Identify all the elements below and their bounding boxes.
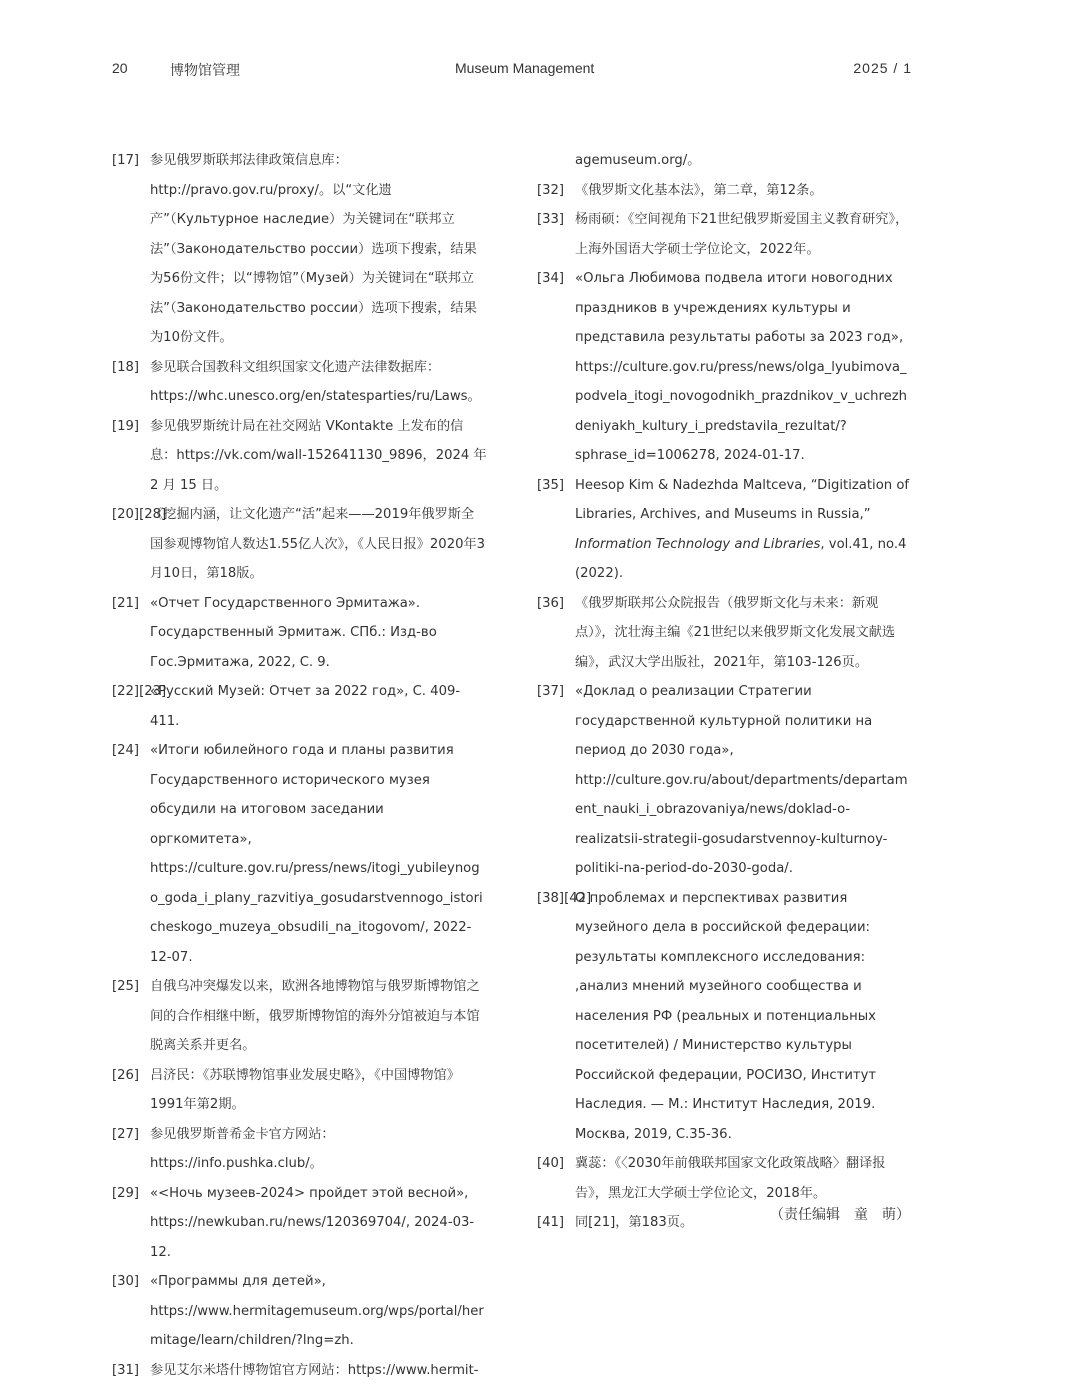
reference-number: [27]: [112, 1120, 139, 1150]
reference-text: «Итоги юбилейного года и планы развития Государственного исторического музея обсудили на итоговом заседании оргкомитета», https://culture.gov.ru/press/news/itogi_yubileynogo_goda_i_plany_razvitiya_gosudarstvennogo_istoricheskogo_muzeya_obsudili_na_itogovom/, 2022-12-07.: [150, 743, 483, 965]
reference-text: 自俄乌冲突爆发以来，欧洲各地博物馆与俄罗斯博物馆之间的合作相继中断，俄罗斯博物馆的海外分馆被迫与本馆脱离关系并更名。: [150, 979, 480, 1053]
reference-number: [36]: [537, 589, 564, 619]
reference-number: [41]: [537, 1208, 564, 1238]
reference-number: [38][42]: [537, 884, 591, 914]
reference-item: [112, 1179, 487, 1268]
references-left-column: [112, 146, 487, 1385]
reference-item: [112, 146, 487, 353]
reference-text: «Доклад о реализации Стратегии государственной культурной политики на период до 2030 года», http://culture.gov.ru/about/departments/departament_nauki_i_obrazovaniya/news/doklad-o-realizatsii-strategii-gosudarstvennoy-kulturnoy-politiki-na-period-do-2030-goda/.: [575, 684, 908, 876]
reference-text: , vol.41, no.4 (2022).: [575, 537, 906, 582]
reference-text: «Отчет Государственного Эрмитажа». Государственный Эрмитаж. СПб.: Изд-во Гос.Эрмитажа, 2022, С. 9.: [150, 596, 437, 670]
reference-item: [112, 412, 487, 501]
reference-text: Heesop Kim & Nadezhda Maltceva, “Digitization of Libraries, Archives, and Museums in Russia,”: [575, 478, 909, 523]
page-number: 20: [112, 60, 128, 76]
reference-item: [537, 471, 912, 589]
journal-title-en: Museum Management: [455, 60, 594, 76]
reference-number: [22][23]: [112, 677, 166, 707]
reference-number: [29]: [112, 1179, 139, 1209]
reference-number: [37]: [537, 677, 564, 707]
reference-number: [17]: [112, 146, 139, 176]
reference-number: [18]: [112, 353, 139, 383]
reference-number: [33]: [537, 205, 564, 235]
reference-text: О проблемах и перспективах развития музейного дела в российской федерации: результаты комплексного исследования: ,анализ мнений музейного сообщества и населения РФ (реальных и потенциальных посетителей) / Министерство культуры Российской федерации, РОСИЗО, Институт Наследия. — М.: Институт Наследия, 2019. Москва, 2019, С.35-36.: [575, 891, 876, 1142]
reference-number: [21]: [112, 589, 139, 619]
reference-number: [34]: [537, 264, 564, 294]
reference-item: [112, 972, 487, 1061]
reference-item: [112, 1267, 487, 1356]
reference-text: 《挖掘内涵，让文化遗产“活”起来——2019年俄罗斯全国参观博物馆人数达1.55亿人次》，《人民日报》2020年3月10日，第18版。: [150, 507, 485, 581]
reference-text: «<Ночь музеев-2024> пройдет этой весной», https://newkuban.ru/news/120369704/, 2024-03-12.: [150, 1186, 474, 1260]
reference-number: [31]: [112, 1356, 139, 1385]
reference-item: [537, 264, 912, 471]
reference-number: [24]: [112, 736, 139, 766]
reference-text: «Ольга Любимова подвела итоги новогодних праздников в учреждениях культуры и представила результаты работы за 2023 год», https://culture.gov.ru/press/news/olga_lyubimova_podvela_itogi_novogodnikh_prazdnikov_v_uchrezhdeniyakh_kultury_i_predstavila_rezultat/?sphrase_id=1006278, 2024-01-17.: [575, 271, 907, 463]
reference-item: [112, 677, 487, 736]
reference-item: [112, 353, 487, 412]
reference-item: [112, 1356, 487, 1385]
reference-number: [35]: [537, 471, 564, 501]
reference-text: 吕济民：《苏联博物馆事业发展史略》，《中国博物馆》1991年第2期。: [150, 1068, 460, 1113]
reference-continuation: agemuseum.org/。: [537, 146, 912, 176]
reference-text: 冀蕊：《〈2030年前俄联邦国家文化政策战略〉翻译报告》，黑龙江大学硕士学位论文，2018年。: [575, 1156, 885, 1201]
reference-text: 参见俄罗斯联邦法律政策信息库：http://pravo.gov.ru/proxy/。以“文化遗产”（Культурное наследие）为关键词在“联邦立法”（Законодательство россии）选项下搜索，结果为56份文件；以“博物馆”（Музей）为关键词在“联邦立法”（Законодательство россии）选项下搜索，结果为10份文件。: [150, 153, 477, 345]
reference-number: [25]: [112, 972, 139, 1002]
reference-journal-title: Information Technology and Libraries: [575, 537, 820, 552]
reference-item: [537, 1149, 912, 1208]
reference-item: [112, 1061, 487, 1120]
reference-item: [112, 1120, 487, 1179]
reference-text: 参见俄罗斯普希金卡官方网站：https://info.pushka.club/。: [150, 1127, 335, 1172]
reference-text: «Программы для детей», https://www.hermitagemuseum.org/wps/portal/hermitage/learn/children/?lng=zh.: [150, 1274, 484, 1348]
page-header: [112, 60, 912, 84]
reference-text: «Русский Музей: Отчет за 2022 год», С. 409-411.: [150, 684, 460, 729]
reference-text: 《俄罗斯联邦公众院报告（俄罗斯文化与未来：新观点）》，沈壮海主编《21世纪以来俄罗斯文化发展文献选编》，武汉大学出版社，2021年，第103-126页。: [575, 596, 895, 670]
reference-text: 《俄罗斯文化基本法》，第二章，第12条。: [575, 183, 823, 198]
issue-number: 2025 / 1: [853, 60, 912, 76]
reference-item: [537, 205, 912, 264]
reference-text: 参见俄罗斯统计局在社交网站 VKontakte 上发布的信息：https://vk.com/wall-152641130_9896，2024 年 2 月 15 日。: [150, 419, 487, 493]
reference-text: 杨雨硕：《空间视角下21世纪俄罗斯爱国主义教育研究》，上海外国语大学硕士学位论文，2022年。: [575, 212, 908, 257]
reference-number: [26]: [112, 1061, 139, 1091]
reference-text: 参见联合国教科文组织国家文化遗产法律数据库：https://whc.unesco.org/en/statesparties/ru/Laws。: [150, 360, 481, 405]
editor-note: （责任编辑 童 萌）: [750, 1204, 910, 1224]
reference-number: [40]: [537, 1149, 564, 1179]
references-right-column: [537, 146, 912, 1238]
reference-item: [112, 736, 487, 972]
reference-number: [30]: [112, 1267, 139, 1297]
reference-number: [32]: [537, 176, 564, 206]
reference-item: [537, 677, 912, 884]
reference-item: [537, 176, 912, 206]
reference-text: 参见艾尔米塔什博物馆官方网站：https://www.hermit-: [150, 1363, 479, 1378]
reference-text: 同[21]，第183页。: [575, 1215, 693, 1230]
journal-title-cn: 博物馆管理: [170, 60, 240, 80]
reference-number: [19]: [112, 412, 139, 442]
reference-item: [537, 589, 912, 678]
reference-item: [112, 500, 487, 589]
reference-item: [537, 884, 912, 1150]
reference-number: [20][28]: [112, 500, 166, 530]
reference-item: [112, 589, 487, 678]
